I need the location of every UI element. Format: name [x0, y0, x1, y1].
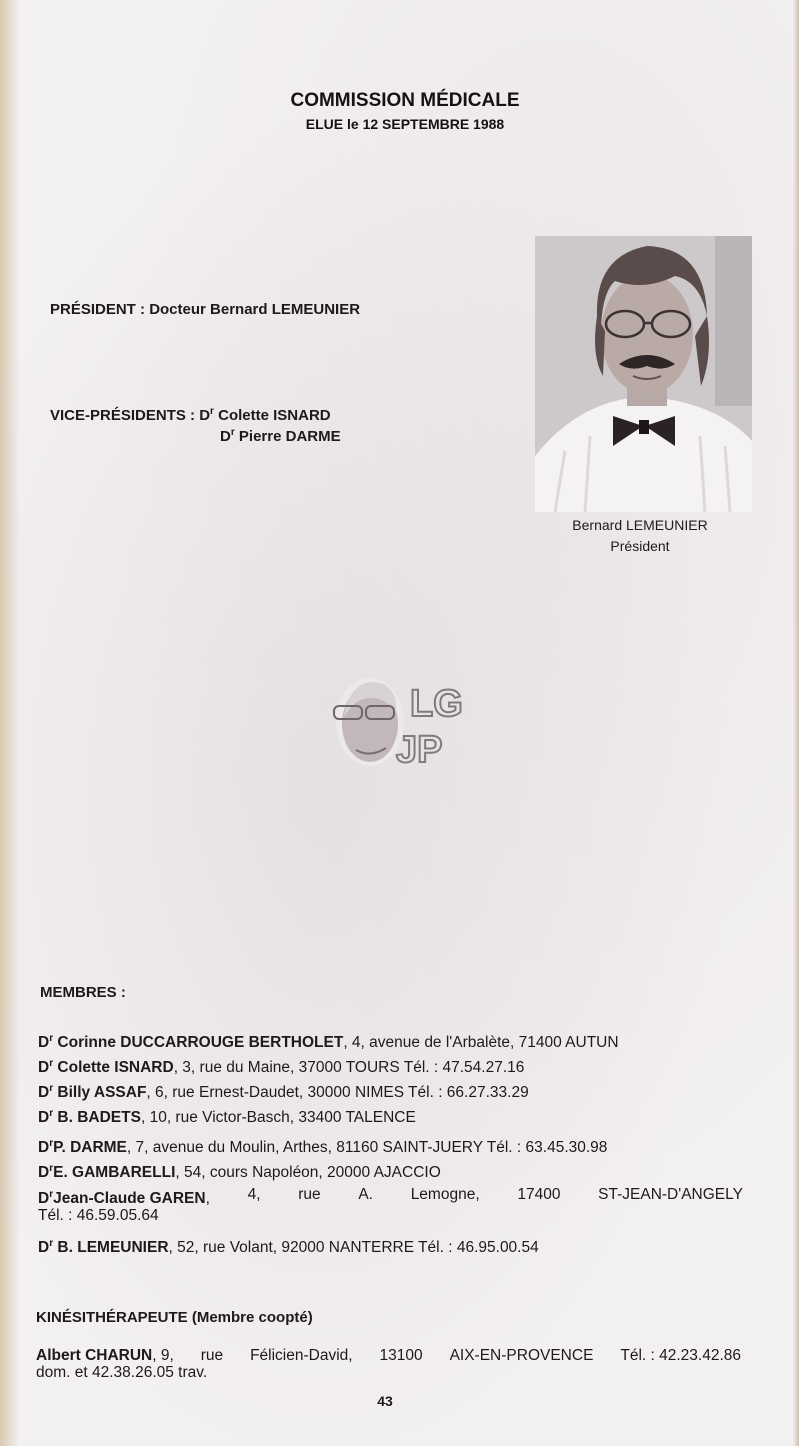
svg-text:LG: LG: [410, 683, 463, 725]
members-heading: MEMBRES :: [40, 984, 126, 1001]
member-address: , 10, rue Victor-Basch, 33400 TALENCE: [140, 1109, 416, 1126]
vice-president-prefix: $D^r$: [199, 406, 214, 424]
president-line: [50, 301, 360, 318]
vice-president-prefix: $D^r$: [220, 427, 235, 445]
vice-presidents-line-2: [220, 427, 341, 445]
member-entry: $D^rP$. DARME, 7, avenue du Moulin, Arthes, 81160 SAINT-JUERY Tél. : 63.45.30.98: [38, 1138, 608, 1156]
member-name: E. GAMBARELLI: [53, 1164, 176, 1181]
member-entry: $D^r$ Billy ASSAF, 6, rue Ernest-Daudet, 30000 NIMES Tél. : 66.27.33.29: [38, 1083, 529, 1101]
vice-presidents-line: [50, 406, 331, 424]
page-binding-edge: [0, 0, 20, 1446]
kine-entry: Albert CHARUN, 9, rue Félicien-David, 13100 AIX-EN-PROVENCE Tél. : 42.23.42.86 dom. et 42.38.26.05 trav.: [36, 1347, 741, 1381]
member-address: , 4, avenue de l'Arbalète, 71400 AUTUN: [343, 1034, 619, 1051]
page-right-edge: [793, 0, 799, 1446]
member-entry: $D^rE$. GAMBARELLI, 54, cours Napoléon, 20000 AJACCIO: [38, 1163, 441, 1181]
member-name: Billy ASSAF: [57, 1084, 147, 1101]
svg-text:JP: JP: [396, 729, 443, 771]
president-portrait-photo: [535, 236, 752, 512]
member-phone: Tél. : 46.59.05.64: [38, 1207, 159, 1224]
vice-presidents-label: VICE-PRÉSIDENTS :: [50, 407, 196, 424]
member-entry: $D^rJean$-Claude GAREN, 4, rue A. Lemogne, 17400 ST-JEAN-D'ANGELY Tél. : 46.59.05.64: [38, 1186, 743, 1224]
photo-caption-name: Bernard LEMEUNIER: [572, 517, 708, 533]
member-name: Corinne DUCCARROUGE BERTHOLET: [57, 1034, 344, 1051]
member-address: , 54, cours Napoléon, 20000 AJACCIO: [175, 1164, 441, 1181]
member-entry: $D^r$ Corinne DUCCARROUGE BERTHOLET, 4, avenue de l'Arbalète, 71400 AUTUN: [38, 1033, 619, 1051]
kine-heading: KINÉSITHÉRAPEUTE (Membre coopté): [36, 1309, 313, 1326]
member-name: B. LEMEUNIER: [57, 1239, 169, 1256]
page-subtitle: ELUE le 12 SEPTEMBRE 1988: [305, 116, 505, 132]
vice-president-name: Colette ISNARD: [218, 407, 331, 424]
member-entry: $D^r$ B. BADETS, 10, rue Victor-Basch, 33400 TALENCE: [38, 1108, 416, 1126]
member-entry: $D^r$ B. LEMEUNIER, 52, rue Volant, 92000 NANTERRE Tél. : 46.95.00.54: [38, 1238, 539, 1256]
president-label: PRÉSIDENT :: [50, 301, 146, 318]
photo-caption-role: Président: [610, 538, 670, 554]
page-title: COMMISSION MÉDICALE: [290, 90, 520, 111]
member-name: B. BADETS: [57, 1109, 141, 1126]
president-name: Docteur Bernard LEMEUNIER: [149, 301, 361, 318]
watermark-stamp: [330, 672, 480, 782]
vice-president-name: Pierre DARME: [238, 428, 341, 445]
kine-name: Albert CHARUN: [36, 1347, 153, 1364]
member-name: Colette ISNARD: [57, 1059, 174, 1076]
member-address: , 6, rue Ernest-Daudet, 30000 NIMES Tél. : 66.27.33.29: [146, 1084, 529, 1101]
member-name: P. DARME: [53, 1139, 127, 1156]
member-address: , 7, avenue du Moulin, Arthes, 81160 SAINT-JUERY Tél. : 63.45.30.98: [126, 1139, 608, 1156]
member-address: , 3, rue du Maine, 37000 TOURS Tél. : 47.54.27.16: [173, 1059, 525, 1076]
page-number: 43: [377, 1393, 393, 1409]
kine-phone: dom. et 42.38.26.05 trav.: [36, 1364, 208, 1381]
member-name: Jean-Claude GAREN: [53, 1190, 206, 1207]
member-entry: $D^r$ Colette ISNARD, 3, rue du Maine, 37000 TOURS Tél. : 47.54.27.16: [38, 1058, 525, 1076]
member-address: , 52, rue Volant, 92000 NANTERRE Tél. : 46.95.00.54: [168, 1239, 539, 1256]
